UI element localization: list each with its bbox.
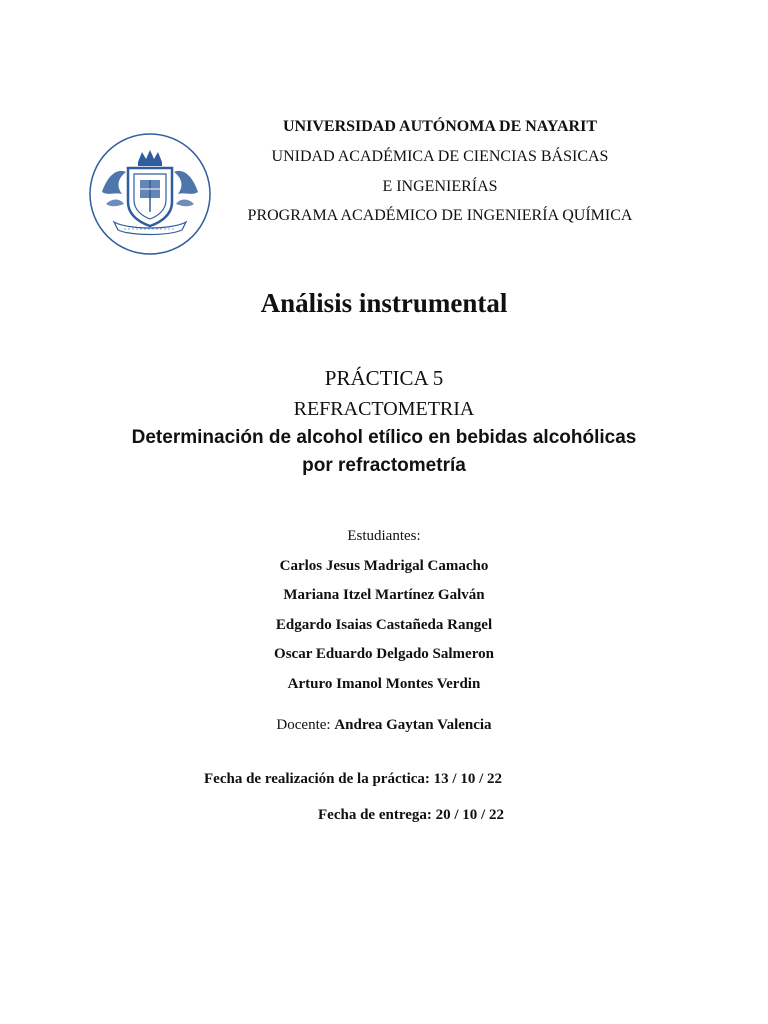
realization-date: Fecha de realización de la práctica: 13 / 10 / 22 — [204, 771, 503, 787]
course-title: Análisis instrumental — [260, 288, 508, 318]
teacher-name: Andrea Gaytan Valencia — [334, 717, 492, 733]
university-seal-icon — [88, 132, 212, 256]
student-name: Edgardo Isaias Castañeda Rangel — [275, 617, 493, 633]
academic-program: PROGRAMA ACADÉMICO DE INGENIERÍA QUÍMICA — [247, 207, 633, 224]
teacher-label: Docente: — [276, 717, 331, 733]
student-name: Oscar Eduardo Delgado Salmeron — [274, 646, 494, 662]
practice-title-line1: Determinación de alcohol etílico en bebidas alcohólicas — [131, 427, 637, 448]
practice-title-line2: por refractometría — [302, 455, 466, 476]
student-name: Arturo Imanol Montes Verdin — [287, 676, 481, 692]
academic-unit-line2: E INGENIERÍAS — [382, 178, 498, 195]
student-name: Carlos Jesus Madrigal Camacho — [279, 558, 489, 574]
practice-topic: REFRACTOMETRIA — [293, 398, 475, 420]
university-name: UNIVERSIDAD AUTÓNOMA DE NAYARIT — [283, 118, 597, 135]
practice-number: PRÁCTICA 5 — [324, 366, 444, 390]
student-name: Mariana Itzel Martínez Galván — [283, 587, 485, 603]
students-label: Estudiantes: — [347, 528, 421, 544]
delivery-date: Fecha de entrega: 20 / 10 / 22 — [318, 807, 504, 823]
academic-unit-line1: UNIDAD ACADÉMICA DE CIENCIAS BÁSICAS — [271, 148, 609, 165]
teacher-line — [0, 717, 768, 734]
